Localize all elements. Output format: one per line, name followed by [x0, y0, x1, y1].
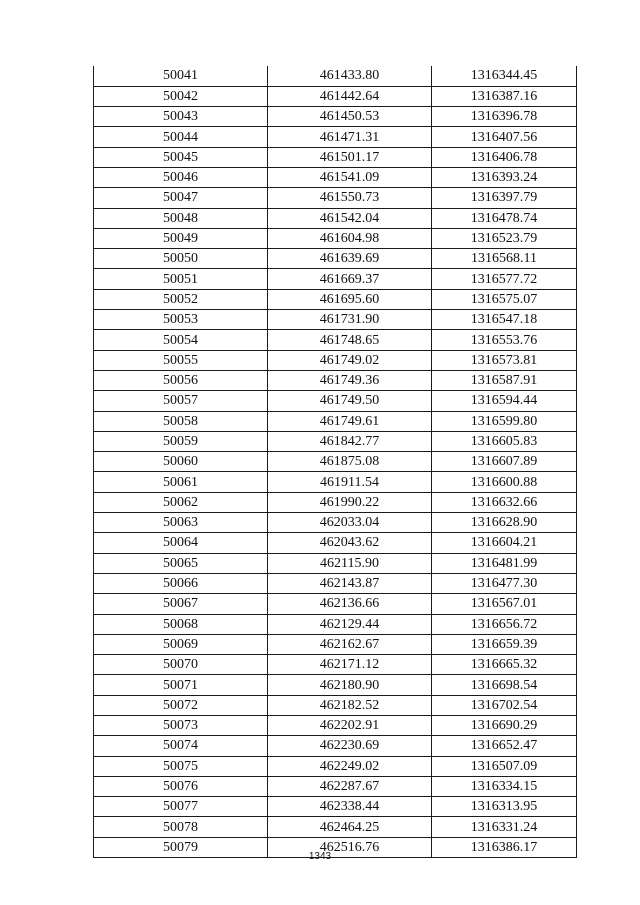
- y-coordinate-cell: 1316477.30: [432, 573, 577, 593]
- point-id-cell: 50047: [94, 188, 268, 208]
- table-row: [94, 228, 577, 248]
- x-coordinate-cell: 461442.64: [268, 86, 432, 106]
- x-coordinate-cell: 461669.37: [268, 269, 432, 289]
- table-row: [94, 553, 577, 573]
- point-id-cell: 50056: [94, 370, 268, 390]
- point-id-cell: 50045: [94, 147, 268, 167]
- y-coordinate-cell: 1316604.21: [432, 533, 577, 553]
- table-row: [94, 188, 577, 208]
- y-coordinate-cell: 1316594.44: [432, 391, 577, 411]
- table-row: [94, 797, 577, 817]
- table-row: [94, 249, 577, 269]
- y-coordinate-cell: 1316575.07: [432, 289, 577, 309]
- table-row: [94, 431, 577, 451]
- y-coordinate-cell: 1316587.91: [432, 370, 577, 390]
- x-coordinate-cell: 462043.62: [268, 533, 432, 553]
- x-coordinate-cell: 461604.98: [268, 228, 432, 248]
- point-id-cell: 50074: [94, 736, 268, 756]
- point-id-cell: 50049: [94, 228, 268, 248]
- x-coordinate-cell: 462115.90: [268, 553, 432, 573]
- point-id-cell: 50063: [94, 513, 268, 533]
- table-row: [94, 695, 577, 715]
- table-row: [94, 411, 577, 431]
- point-id-cell: 50076: [94, 776, 268, 796]
- x-coordinate-cell: 462129.44: [268, 614, 432, 634]
- table-row: [94, 269, 577, 289]
- x-coordinate-cell: 461433.80: [268, 66, 432, 86]
- table-row: [94, 533, 577, 553]
- point-id-cell: 50050: [94, 249, 268, 269]
- y-coordinate-cell: 1316605.83: [432, 431, 577, 451]
- table-row: [94, 167, 577, 187]
- table-row: [94, 127, 577, 147]
- point-id-cell: 50073: [94, 716, 268, 736]
- x-coordinate-cell: 462162.67: [268, 634, 432, 654]
- point-id-cell: 50079: [94, 837, 268, 857]
- x-coordinate-cell: 462171.12: [268, 655, 432, 675]
- point-id-cell: 50067: [94, 594, 268, 614]
- y-coordinate-cell: 1316553.76: [432, 330, 577, 350]
- y-coordinate-cell: 1316547.18: [432, 310, 577, 330]
- y-coordinate-cell: 1316698.54: [432, 675, 577, 695]
- y-coordinate-cell: 1316702.54: [432, 695, 577, 715]
- x-coordinate-cell: 462464.25: [268, 817, 432, 837]
- x-coordinate-cell: 462182.52: [268, 695, 432, 715]
- table-row: [94, 289, 577, 309]
- point-id-cell: 50075: [94, 756, 268, 776]
- y-coordinate-cell: 1316607.89: [432, 452, 577, 472]
- point-id-cell: 50053: [94, 310, 268, 330]
- point-id-cell: 50055: [94, 350, 268, 370]
- y-coordinate-cell: 1316577.72: [432, 269, 577, 289]
- x-coordinate-cell: 461471.31: [268, 127, 432, 147]
- point-id-cell: 50060: [94, 452, 268, 472]
- coordinates-table: [93, 66, 577, 858]
- table-row: [94, 391, 577, 411]
- y-coordinate-cell: 1316396.78: [432, 107, 577, 127]
- y-coordinate-cell: 1316313.95: [432, 797, 577, 817]
- x-coordinate-cell: 462249.02: [268, 756, 432, 776]
- x-coordinate-cell: 461450.53: [268, 107, 432, 127]
- point-id-cell: 50062: [94, 492, 268, 512]
- table-row: [94, 776, 577, 796]
- y-coordinate-cell: 1316478.74: [432, 208, 577, 228]
- x-coordinate-cell: 461550.73: [268, 188, 432, 208]
- x-coordinate-cell: 462516.76: [268, 837, 432, 857]
- point-id-cell: 50065: [94, 553, 268, 573]
- table-row: [94, 370, 577, 390]
- x-coordinate-cell: 461731.90: [268, 310, 432, 330]
- table-row: [94, 614, 577, 634]
- x-coordinate-cell: 461541.09: [268, 167, 432, 187]
- point-id-cell: 50054: [94, 330, 268, 350]
- y-coordinate-cell: 1316407.56: [432, 127, 577, 147]
- x-coordinate-cell: 461875.08: [268, 452, 432, 472]
- y-coordinate-cell: 1316344.45: [432, 66, 577, 86]
- y-coordinate-cell: 1316523.79: [432, 228, 577, 248]
- x-coordinate-cell: 462338.44: [268, 797, 432, 817]
- table-row: [94, 330, 577, 350]
- y-coordinate-cell: 1316507.09: [432, 756, 577, 776]
- y-coordinate-cell: 1316331.24: [432, 817, 577, 837]
- point-id-cell: 50078: [94, 817, 268, 837]
- table-row: [94, 573, 577, 593]
- y-coordinate-cell: 1316600.88: [432, 472, 577, 492]
- point-id-cell: 50071: [94, 675, 268, 695]
- point-id-cell: 50048: [94, 208, 268, 228]
- y-coordinate-cell: 1316334.15: [432, 776, 577, 796]
- coordinates-table-body: [94, 66, 577, 858]
- x-coordinate-cell: 462202.91: [268, 716, 432, 736]
- point-id-cell: 50051: [94, 269, 268, 289]
- point-id-cell: 50061: [94, 472, 268, 492]
- y-coordinate-cell: 1316406.78: [432, 147, 577, 167]
- point-id-cell: 50069: [94, 634, 268, 654]
- point-id-cell: 50064: [94, 533, 268, 553]
- table-row: [94, 634, 577, 654]
- x-coordinate-cell: 461748.65: [268, 330, 432, 350]
- table-row: [94, 513, 577, 533]
- point-id-cell: 50052: [94, 289, 268, 309]
- table-row: [94, 594, 577, 614]
- point-id-cell: 50059: [94, 431, 268, 451]
- x-coordinate-cell: 461749.36: [268, 370, 432, 390]
- y-coordinate-cell: 1316690.29: [432, 716, 577, 736]
- x-coordinate-cell: 462033.04: [268, 513, 432, 533]
- y-coordinate-cell: 1316665.32: [432, 655, 577, 675]
- x-coordinate-cell: 462287.67: [268, 776, 432, 796]
- point-id-cell: 50070: [94, 655, 268, 675]
- point-id-cell: 50066: [94, 573, 268, 593]
- y-coordinate-cell: 1316628.90: [432, 513, 577, 533]
- point-id-cell: 50044: [94, 127, 268, 147]
- table-row: [94, 147, 577, 167]
- table-row: [94, 756, 577, 776]
- y-coordinate-cell: 1316397.79: [432, 188, 577, 208]
- table-row: [94, 452, 577, 472]
- table-row: [94, 350, 577, 370]
- x-coordinate-cell: 462143.87: [268, 573, 432, 593]
- table-row: [94, 472, 577, 492]
- y-coordinate-cell: 1316599.80: [432, 411, 577, 431]
- y-coordinate-cell: 1316632.66: [432, 492, 577, 512]
- table-row: [94, 310, 577, 330]
- x-coordinate-cell: 461639.69: [268, 249, 432, 269]
- y-coordinate-cell: 1316656.72: [432, 614, 577, 634]
- x-coordinate-cell: 461842.77: [268, 431, 432, 451]
- table-row: [94, 492, 577, 512]
- point-id-cell: 50057: [94, 391, 268, 411]
- point-id-cell: 50041: [94, 66, 268, 86]
- point-id-cell: 50068: [94, 614, 268, 634]
- y-coordinate-cell: 1316481.99: [432, 553, 577, 573]
- x-coordinate-cell: 461542.04: [268, 208, 432, 228]
- x-coordinate-cell: 461990.22: [268, 492, 432, 512]
- y-coordinate-cell: 1316387.16: [432, 86, 577, 106]
- table-row: [94, 736, 577, 756]
- y-coordinate-cell: 1316573.81: [432, 350, 577, 370]
- x-coordinate-cell: 461749.02: [268, 350, 432, 370]
- point-id-cell: 50046: [94, 167, 268, 187]
- x-coordinate-cell: 462136.66: [268, 594, 432, 614]
- point-id-cell: 50058: [94, 411, 268, 431]
- x-coordinate-cell: 461695.60: [268, 289, 432, 309]
- table-row: [94, 655, 577, 675]
- x-coordinate-cell: 461911.54: [268, 472, 432, 492]
- table-row: [94, 817, 577, 837]
- table-row: [94, 66, 577, 86]
- table-row: [94, 675, 577, 695]
- table-row: [94, 107, 577, 127]
- point-id-cell: 50077: [94, 797, 268, 817]
- point-id-cell: 50072: [94, 695, 268, 715]
- y-coordinate-cell: 1316567.01: [432, 594, 577, 614]
- x-coordinate-cell: 461749.50: [268, 391, 432, 411]
- y-coordinate-cell: 1316393.24: [432, 167, 577, 187]
- x-coordinate-cell: 461749.61: [268, 411, 432, 431]
- page-number: 1343: [308, 851, 332, 862]
- table-row: [94, 208, 577, 228]
- y-coordinate-cell: 1316659.39: [432, 634, 577, 654]
- table-row: [94, 86, 577, 106]
- x-coordinate-cell: 462230.69: [268, 736, 432, 756]
- y-coordinate-cell: 1316386.17: [432, 837, 577, 857]
- y-coordinate-cell: 1316568.11: [432, 249, 577, 269]
- table-row: [94, 716, 577, 736]
- point-id-cell: 50042: [94, 86, 268, 106]
- x-coordinate-cell: 461501.17: [268, 147, 432, 167]
- x-coordinate-cell: 462180.90: [268, 675, 432, 695]
- point-id-cell: 50043: [94, 107, 268, 127]
- y-coordinate-cell: 1316652.47: [432, 736, 577, 756]
